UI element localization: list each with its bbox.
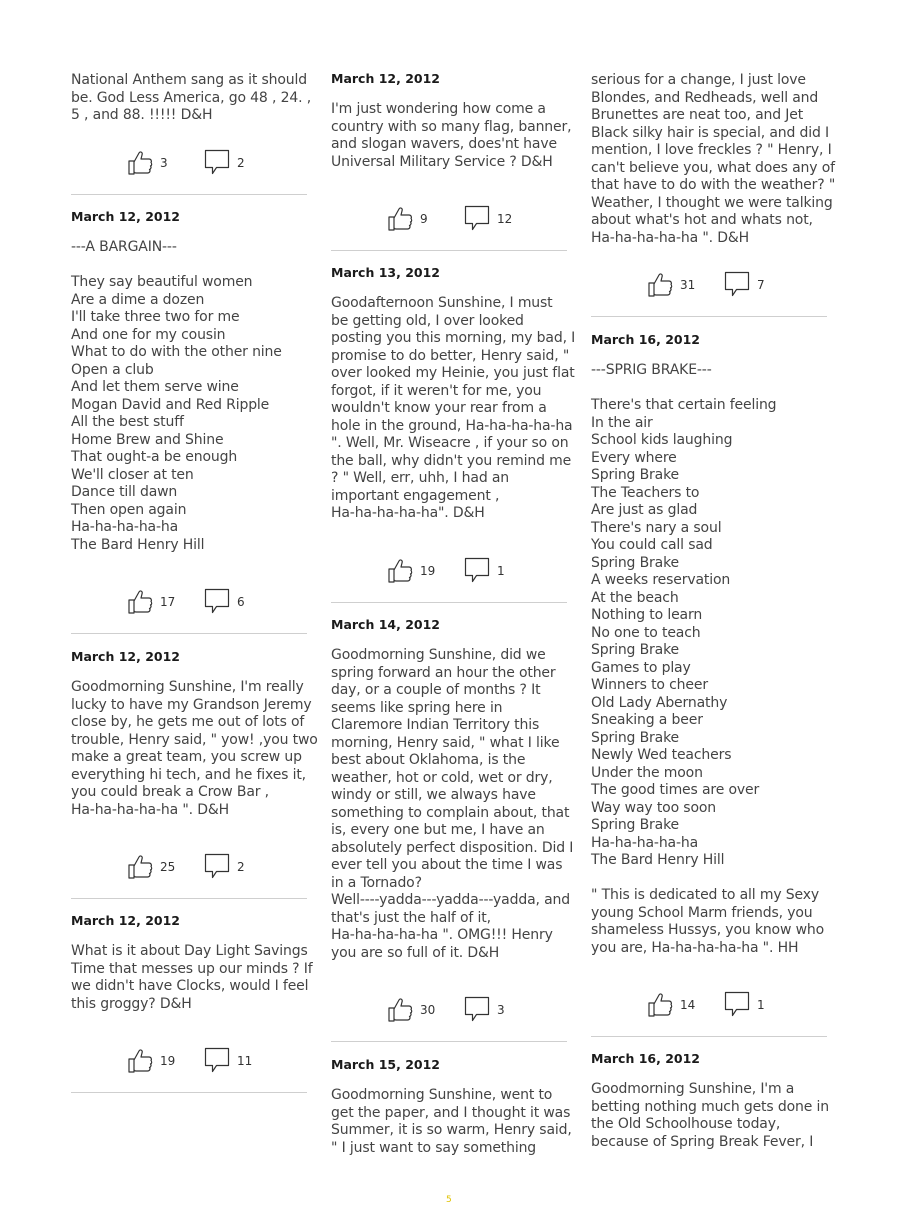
divider — [71, 1092, 307, 1093]
text-line: A weeks reservation — [591, 572, 731, 588]
text-line: Winners to cheer — [591, 677, 708, 693]
post-0-reactions — [127, 149, 287, 177]
comment-icon[interactable] — [204, 588, 230, 614]
text-line — [591, 380, 831, 398]
text-line: the Old Schoolhouse today, — [591, 1116, 781, 1132]
text-line: Newly Wed teachers — [591, 747, 732, 763]
text-line: Games to play — [591, 659, 691, 676]
post-5-date: March 13, 2012 — [331, 265, 440, 280]
text-line: They say beautiful women — [71, 274, 253, 290]
text-line: this groggy? D&H — [71, 995, 192, 1012]
post-10-text — [591, 1081, 831, 1151]
text-line: And let them serve wine — [71, 379, 239, 395]
text-line: get the paper, and I thought it was — [331, 1104, 571, 1121]
text-line: we didn't have Clocks, would I feel — [71, 978, 309, 994]
text-line: There's that certain feeling — [591, 397, 777, 413]
text-line: Every where — [591, 449, 677, 466]
text-line: Black silky hair is special, and did I — [591, 124, 830, 141]
text-line: That ought-a be enough — [71, 449, 238, 465]
text-line: School kids laughing — [591, 432, 733, 448]
text-line: What is it about Day Light Savings — [71, 943, 308, 959]
text-line: Nothing to learn — [591, 607, 703, 623]
text-line: young School Marm friends, you — [591, 904, 813, 921]
divider — [331, 1041, 567, 1042]
text-line: Ha-ha-ha-ha-ha — [591, 834, 699, 851]
text-line: serious for a change, I just love — [591, 72, 806, 88]
text-line: I'll take three two for me — [71, 309, 240, 325]
text-line: you are, Ha-ha-ha-ha-ha ". HH — [591, 939, 799, 956]
text-line: ---SPRIG BRAKE--- — [591, 362, 712, 378]
text-line: Dance till dawn — [71, 484, 178, 500]
text-line: shameless Hussys, you know who — [591, 922, 825, 938]
post-2-reactions — [127, 853, 287, 881]
comment-count: 2 — [237, 156, 245, 170]
like-count: 3 — [160, 156, 168, 170]
like-icon[interactable] — [647, 271, 673, 297]
comment-count: 1 — [497, 564, 505, 578]
like-icon[interactable] — [387, 557, 413, 583]
comment-icon[interactable] — [464, 205, 490, 231]
text-line: Time that messes up our minds ? If — [71, 960, 313, 977]
text-line: Spring Brake — [591, 729, 679, 746]
comment-icon[interactable] — [204, 853, 230, 879]
post-3-reactions — [127, 1047, 287, 1075]
post-4-date: March 12, 2012 — [331, 71, 440, 86]
text-line: best about Oklahoma, is the — [331, 752, 526, 768]
post-1-reactions — [127, 588, 287, 616]
text-line: The Teachers to — [591, 484, 700, 501]
text-line: All the best stuff — [71, 414, 184, 430]
post-1-text — [71, 239, 311, 554]
like-icon[interactable] — [387, 205, 413, 231]
text-line: I'm just wondering how come a — [331, 101, 546, 117]
post-7-text — [331, 1087, 571, 1157]
text-line: Spring Brake — [591, 467, 679, 483]
text-line: Sneaking a beer — [591, 712, 703, 728]
text-line: No one to teach — [591, 624, 701, 641]
text-line: windy or still, we always have — [331, 787, 536, 803]
text-line: in a Tornado? — [331, 874, 422, 891]
post-6-date: March 14, 2012 — [331, 617, 440, 632]
text-line: Are a dime a dozen — [71, 291, 205, 308]
post-1-date: March 12, 2012 — [71, 209, 180, 224]
text-line: close by, he gets me out of lots of — [71, 714, 305, 730]
text-line: Then open again — [71, 501, 187, 518]
text-line: Are just as glad — [591, 502, 698, 518]
post-8-reactions — [647, 271, 807, 299]
text-line: be. God Less America, go 48 , 24. , — [71, 89, 311, 106]
text-line: Mogan David and Red Ripple — [71, 396, 270, 413]
text-line: 5 , and 88. !!!!! D&H — [71, 107, 213, 123]
text-line: The Bard Henry Hill — [71, 536, 205, 553]
text-line: promise to do better, Henry said, " — [331, 347, 570, 364]
like-count: 19 — [160, 1054, 176, 1068]
text-line: and slogan wavers, does'nt have — [331, 136, 557, 152]
comment-icon[interactable] — [464, 996, 490, 1022]
text-line: ". Well, Mr. Wiseacre , if your so on — [331, 435, 569, 451]
text-line: Ha-ha-ha-ha-ha ". D&H — [71, 801, 229, 818]
text-line: is, every one but me, I have an — [331, 822, 545, 838]
post-9-reactions — [647, 991, 807, 1019]
post-2-text — [71, 679, 318, 819]
text-line: What to do with the other nine — [71, 344, 282, 360]
post-3-date: March 12, 2012 — [71, 913, 180, 928]
post-9-text — [591, 362, 831, 957]
post-0-text — [71, 72, 311, 125]
divider — [591, 316, 827, 317]
like-icon[interactable] — [127, 588, 153, 614]
text-line: Under the moon — [591, 764, 703, 781]
text-line: Brunettes are neat too, and Jet — [591, 107, 804, 123]
like-count: 19 — [420, 564, 436, 578]
text-line: Open a club — [71, 361, 154, 378]
text-line: Summer, it is so warm, Henry said, — [331, 1122, 572, 1138]
text-line: important engagement , — [331, 487, 500, 504]
comment-icon[interactable] — [204, 1047, 230, 1073]
text-line: The good times are over — [591, 782, 760, 798]
page-number: 5 — [446, 1195, 452, 1205]
text-line: " This is dedicated to all my Sexy — [591, 887, 819, 903]
like-icon[interactable] — [127, 149, 153, 175]
divider — [591, 1036, 827, 1037]
text-line: ever tell you about the time I was — [331, 857, 563, 873]
text-line: Ha-ha-ha-ha-ha — [71, 519, 179, 535]
text-line: can't believe you, what does any of — [591, 159, 835, 176]
text-line: We'll closer at ten — [71, 466, 194, 483]
text-line: about what's hot and whats not, — [591, 212, 813, 228]
text-line: you could break a Crow Bar , — [71, 784, 269, 800]
text-line: Home Brew and Shine — [71, 431, 224, 448]
text-line: wouldn't know your rear from a — [331, 400, 547, 416]
like-count: 31 — [680, 278, 696, 292]
comment-count: 2 — [237, 860, 245, 874]
comment-count: 1 — [757, 998, 765, 1012]
divider — [331, 602, 567, 603]
post-6-text — [331, 647, 574, 962]
text-line: morning, Henry said, " what I like — [331, 734, 560, 751]
text-line: Weather, I thought we were talking — [591, 194, 833, 211]
text-line: trouble, Henry said, " yow! ,you two — [71, 731, 318, 748]
text-line: over looked my Heinie, you just flat — [331, 365, 575, 381]
text-line: something to complain about, that — [331, 804, 570, 821]
divider — [71, 194, 307, 195]
comment-icon[interactable] — [724, 991, 750, 1017]
like-icon[interactable] — [647, 991, 673, 1017]
text-line: Old Lady Abernathy — [591, 694, 728, 711]
post-10-date: March 16, 2012 — [591, 1051, 700, 1066]
text-line: In the air — [591, 414, 653, 431]
text-line: forgot, if it weren't for me, you — [331, 382, 542, 399]
comment-count: 6 — [237, 595, 245, 609]
post-5-reactions — [387, 557, 547, 585]
like-count: 14 — [680, 998, 696, 1012]
text-line: you are so full of it. D&H — [331, 944, 500, 961]
divider — [71, 633, 307, 634]
text-line: Ha-ha-ha-ha-ha ". OMG!!! Henry — [331, 927, 553, 943]
text-line: At the beach — [591, 589, 679, 606]
text-line: Goodmorning Sunshine, I'm really — [71, 679, 304, 695]
comment-count: 7 — [757, 278, 765, 292]
text-line: seems like spring here in — [331, 699, 503, 716]
text-line: Spring Brake — [591, 817, 679, 833]
text-line: weather, hot or cold, wet or dry, — [331, 769, 553, 786]
text-line: Ha-ha-ha-ha-ha". D&H — [331, 505, 485, 521]
text-line: absolutely perfect disposition. Did I — [331, 839, 574, 856]
text-line: hole in the ground, Ha-ha-ha-ha-ha — [331, 417, 573, 434]
like-icon[interactable] — [127, 853, 153, 879]
comment-count: 12 — [497, 212, 513, 226]
text-line: everything hi tech, and he fixes it, — [71, 766, 306, 783]
text-line — [71, 257, 311, 275]
text-line: Blondes, and Redheads, well and — [591, 89, 819, 106]
comment-count: 11 — [237, 1054, 253, 1068]
like-icon[interactable] — [127, 1047, 153, 1073]
text-line: that have to do with the weather? " — [591, 177, 836, 193]
divider — [71, 898, 307, 899]
text-line: Well----yadda---yadda---yadda, and — [331, 892, 570, 908]
comment-icon[interactable] — [464, 557, 490, 583]
text-line: Goodafternoon Sunshine, I must — [331, 295, 553, 311]
text-line: There's nary a soul — [591, 519, 722, 536]
divider — [331, 250, 567, 251]
post-4-text — [331, 101, 571, 171]
text-line: Universal Military Service ? D&H — [331, 153, 553, 170]
post-5-text — [331, 295, 576, 523]
comment-icon[interactable] — [724, 271, 750, 297]
text-line: You could call sad — [591, 537, 713, 553]
text-line: Goodmorning Sunshine, went to — [331, 1087, 553, 1103]
text-line: " I just want to say something — [331, 1139, 537, 1156]
text-line: Spring Brake — [591, 554, 679, 571]
text-line: make a great team, you screw up — [71, 749, 302, 765]
text-line: ---A BARGAIN--- — [71, 239, 177, 255]
text-line — [591, 870, 831, 888]
like-count: 17 — [160, 595, 176, 609]
text-line: country with so many flag, banner, — [331, 118, 572, 135]
text-line: Way way too soon — [591, 799, 716, 816]
text-line: And one for my cousin — [71, 326, 226, 343]
text-line: Claremore Indian Territory this — [331, 717, 540, 733]
text-line: spring forward an hour the other — [331, 664, 556, 681]
text-line: Spring Brake — [591, 642, 679, 658]
post-6-reactions — [387, 996, 547, 1024]
text-line: Ha-ha-ha-ha-ha ". D&H — [591, 229, 749, 246]
text-line: betting nothing much gets done in — [591, 1098, 829, 1115]
text-line: because of Spring Break Fever, I — [591, 1133, 814, 1150]
post-3-text — [71, 943, 311, 1013]
like-icon[interactable] — [387, 996, 413, 1022]
text-line: lucky to have my Grandson Jeremy — [71, 696, 312, 713]
text-line: The Bard Henry Hill — [591, 852, 725, 868]
post-7-date: March 15, 2012 — [331, 1057, 440, 1072]
text-line: be getting old, I over looked — [331, 312, 524, 329]
comment-count: 3 — [497, 1003, 505, 1017]
text-line: that's just the half of it, — [331, 909, 491, 926]
text-line: Goodmorning Sunshine, did we — [331, 647, 546, 663]
text-line: ? " Well, err, uhh, I had an — [331, 470, 510, 486]
post-4-reactions — [387, 205, 547, 233]
like-count: 9 — [420, 212, 428, 226]
like-count: 30 — [420, 1003, 436, 1017]
post-8-text — [591, 72, 836, 247]
text-line: Goodmorning Sunshine, I'm a — [591, 1081, 795, 1097]
post-9-date: March 16, 2012 — [591, 332, 700, 347]
like-count: 25 — [160, 860, 176, 874]
text-line: National Anthem sang as it should — [71, 72, 307, 88]
comment-icon[interactable] — [204, 149, 230, 175]
text-line: the ball, why didn't you remind me — [331, 452, 572, 469]
text-line: posting you this morning, my bad, I — [331, 330, 576, 346]
text-line: day, or a couple of months ? It — [331, 682, 541, 698]
post-2-date: March 12, 2012 — [71, 649, 180, 664]
text-line: mention, I love freckles ? " Henry, I — [591, 142, 832, 158]
